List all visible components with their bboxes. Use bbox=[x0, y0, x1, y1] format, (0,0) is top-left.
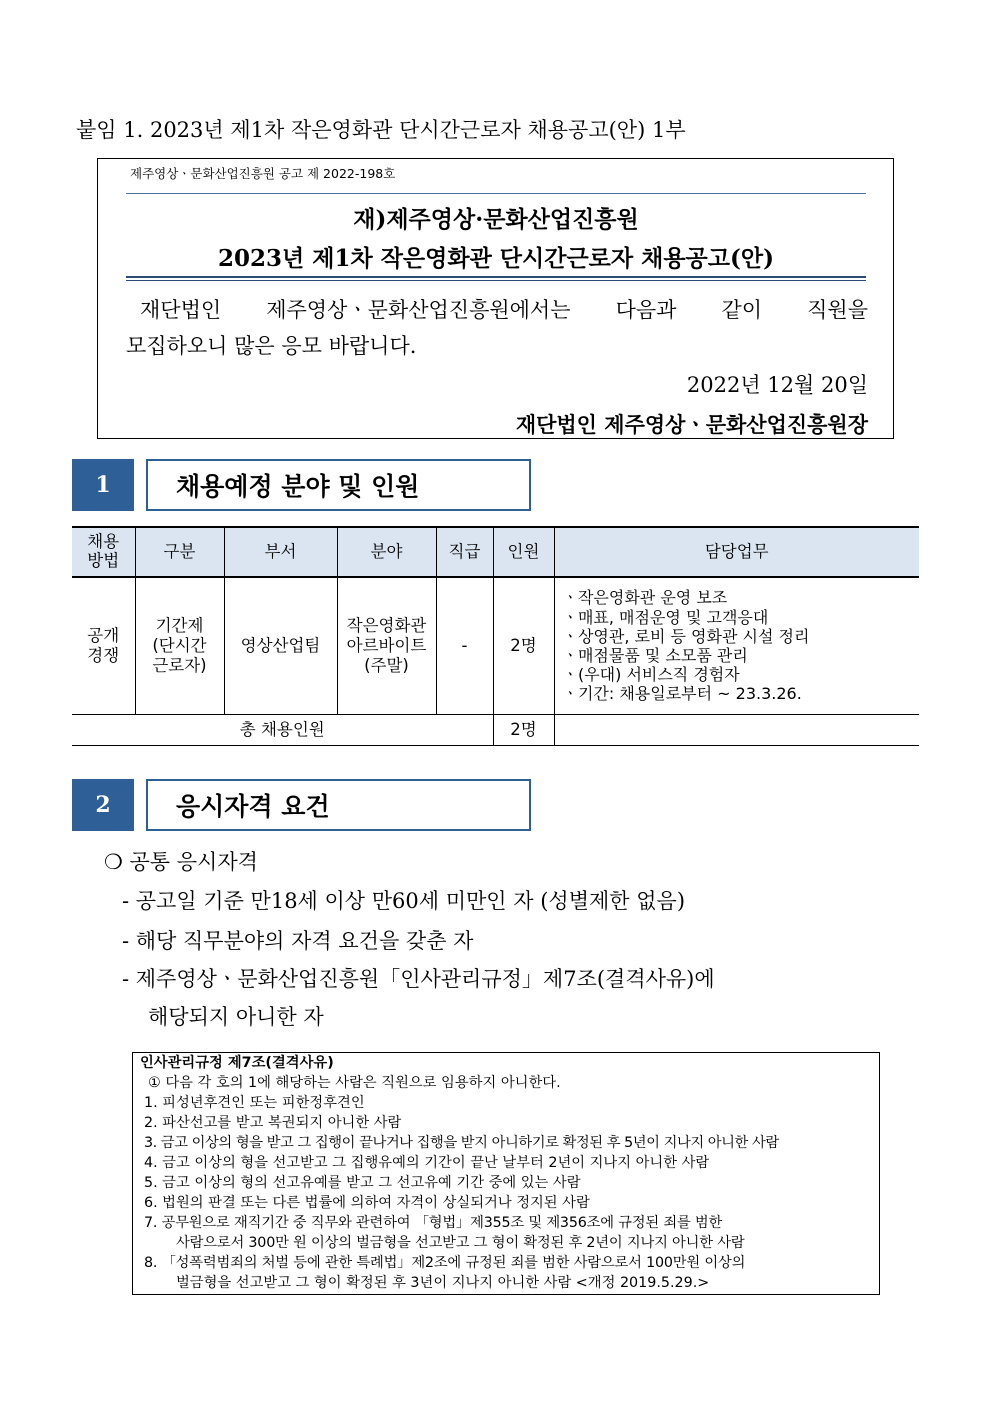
header-field: 분야 bbox=[337, 527, 436, 577]
rule-line: 5. 금고 이상의 형의 선고유예를 받고 그 선고유예 기간 중에 있는 사람 bbox=[144, 1175, 581, 1191]
divider-double bbox=[126, 276, 866, 281]
rule-line: 1. 피성년후견인 또는 피한정후견인 bbox=[144, 1095, 365, 1111]
total-empty bbox=[554, 715, 919, 746]
total-label: 총 채용인원 bbox=[72, 715, 493, 746]
rule-line: 4. 금고 이상의 형을 선고받고 그 집행유예의 기간이 끝난 날부터 2년이 지나지 아니한 사람 bbox=[144, 1155, 710, 1171]
rule-line: 6. 법원의 판결 또는 다른 법률에 의하여 자격이 상실되거나 정지된 사람 bbox=[144, 1195, 590, 1211]
header-type: 구분 bbox=[135, 527, 224, 577]
rule-line: 2. 파산선고를 받고 복권되지 아니한 사람 bbox=[144, 1115, 402, 1131]
duty-item: ㆍ(우대) 서비스직 경험자 bbox=[562, 665, 740, 685]
duty-item: ㆍ작은영화관 운영 보조 bbox=[562, 588, 728, 608]
requirement-item: - 공고일 기준 만18세 이상 만60세 미만인 자 (성별제한 없음) bbox=[122, 889, 686, 913]
header-count: 인원 bbox=[493, 527, 554, 577]
requirement-item: - 해당 직무분야의 자격 요건을 갖춘 자 bbox=[122, 929, 474, 953]
requirement-item-continued: 해당되지 아니한 자 bbox=[148, 1005, 324, 1029]
duty-item: ㆍ매표, 매점운영 및 고객응대 bbox=[562, 607, 769, 627]
notice-intro-line1: 재단법인 제주영상ㆍ문화산업진흥원에서는 다음과 같이 직원을 bbox=[140, 298, 868, 322]
rule-line: ① 다음 각 호의 1에 해당하는 사람은 직원으로 임용하지 아니한다. bbox=[148, 1075, 561, 1091]
header-duties: 담당업무 bbox=[554, 527, 919, 577]
section-title: 응시자격 요건 bbox=[146, 779, 531, 831]
table-row bbox=[72, 577, 919, 715]
rule-line: 사람으로서 300만 원 이상의 벌금형을 선고받고 그 형이 확정된 후 2년이 지나지 아니한 사람 bbox=[176, 1235, 745, 1251]
rule-line: 8. 「성폭력범죄의 처벌 등에 관한 특례법」제2조에 규정된 죄를 범한 사람으로서 100만원 이상의 bbox=[144, 1255, 746, 1271]
notice-date: 2022년 12월 20일 bbox=[686, 373, 868, 397]
common-eligibility-heading: ❍ 공통 응시자격 bbox=[104, 850, 258, 874]
notice-number: 제주영상ㆍ문화산업진흥원 공고 제 2022-198호 bbox=[130, 166, 396, 181]
header-method: 채용 방법 bbox=[72, 527, 135, 577]
divider bbox=[126, 193, 866, 194]
notice-signature: 재단법인 제주영상ㆍ문화산업진흥원장 bbox=[515, 412, 868, 437]
rules-title: 인사관리규정 제7조(결격사유) bbox=[140, 1055, 334, 1071]
header-grade: 직급 bbox=[436, 527, 493, 577]
requirement-item: - 제주영상ㆍ문화산업진흥원「인사관리규정」제7조(결격사유)에 bbox=[122, 967, 715, 991]
duty-item: ㆍ매점물품 및 소모품 관리 bbox=[562, 646, 748, 665]
cell-type: 기간제 (단시간 근로자) bbox=[135, 577, 224, 715]
section-title: 채용예정 분야 및 인원 bbox=[146, 459, 531, 511]
cell-grade: - bbox=[436, 577, 493, 715]
total-count: 2명 bbox=[493, 715, 554, 746]
notice-title-main: 2023년 제1차 작은영화관 단시간근로자 채용공고(안) bbox=[218, 245, 774, 272]
table-total-row bbox=[72, 715, 919, 746]
cell-field: 작은영화관 아르바이트 (주말) bbox=[337, 577, 436, 715]
notice-title-org: 재)제주영상·문화산업진흥원 bbox=[353, 206, 639, 233]
recruitment-table bbox=[72, 526, 919, 746]
section-number-badge: 2 bbox=[72, 779, 134, 831]
section-number-badge: 1 bbox=[72, 459, 134, 511]
rule-line: 3. 금고 이상의 형을 받고 그 집행이 끝나거나 집행을 받지 아니하기로 확정된 후 5년이 지나지 아니한 사람 bbox=[144, 1135, 779, 1151]
duty-item: ㆍ기간: 채용일로부터 ~ 23.3.26. bbox=[562, 684, 802, 704]
header-dept: 부서 bbox=[224, 527, 337, 577]
disqualification-rules-text bbox=[140, 1053, 779, 1293]
rule-line: 7. 공무원으로 재직기간 중 직무와 관련하여 「형법」제355조 및 제356조에 규정된 죄를 범한 bbox=[144, 1215, 723, 1231]
cell-duties bbox=[554, 577, 919, 715]
rule-line: 벌금형을 선고받고 그 형이 확정된 후 3년이 지나지 아니한 사람 <개정 2019.5.29.> bbox=[176, 1275, 710, 1291]
cell-count: 2명 bbox=[493, 577, 554, 715]
notice-intro-line2: 모집하오니 많은 응모 바랍니다. bbox=[126, 334, 417, 358]
attachment-title: 붙임 1. 2023년 제1차 작은영화관 단시간근로자 채용공고(안) 1부 bbox=[76, 118, 686, 142]
cell-method: 공개 경쟁 bbox=[72, 577, 135, 715]
duty-item: ㆍ상영관, 로비 등 영화관 시설 정리 bbox=[562, 626, 810, 646]
cell-dept: 영상산업팀 bbox=[224, 577, 337, 715]
table-header-row bbox=[72, 527, 919, 577]
